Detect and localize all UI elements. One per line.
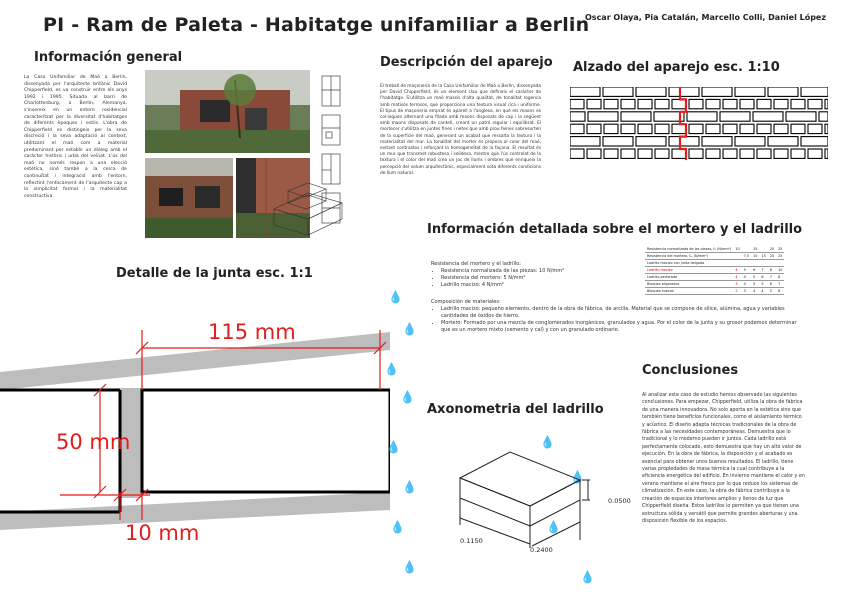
table-cell: 5 (742, 267, 751, 274)
drop-icon: 💧 (402, 480, 417, 494)
page-title: PI - Ram de Paleta - Habitatge unifamiliar a Berlin (43, 14, 590, 36)
brick (689, 149, 703, 158)
table-cell: 25 (778, 254, 783, 258)
brick (604, 99, 618, 108)
brick (735, 137, 765, 146)
brick-elevation (570, 87, 828, 160)
brick (774, 149, 788, 158)
brick (825, 99, 828, 108)
brick (808, 124, 822, 133)
brick (791, 149, 805, 158)
dimension-0500: 0.0500 (608, 497, 631, 505)
brick (687, 112, 717, 121)
brick (636, 87, 666, 96)
mortero-resistance (431, 261, 631, 289)
table-cell: 20 (769, 254, 775, 258)
table-cell: Bloques aligerados (645, 281, 733, 288)
house-photo-1 (145, 70, 310, 153)
drop-icon: 💧 (546, 520, 561, 534)
brick (757, 149, 771, 158)
drop-icon: 💧 (540, 435, 555, 449)
resist-item: • Resistencia del mortero: 5 N/mm² (441, 275, 631, 282)
drop-icon: 💧 (580, 570, 595, 584)
brick (740, 99, 754, 108)
brick (621, 124, 635, 133)
section-title-axono: Axonometria del ladrillo (427, 402, 604, 417)
brick (570, 112, 585, 121)
brick (621, 99, 635, 108)
brick (774, 124, 788, 133)
table-cell: 7,5 (743, 254, 750, 258)
table-cell: 5 (751, 274, 759, 281)
table-cell (742, 260, 751, 267)
general-text: La Casa Unifamiliar de Maó a Berlín, dissenyada per l'arquitecte britànic David Chipperfield, es va construir entre els anys 1992 i 1995. Situada al barri de Charlottenburg, a Berlín, Alemanya, s'insereix en un entorn residencial caracteritzat per la diversitat d'habitatges de diferents èpoques i estils. L'obra de Chipperfield es distingeix per la seva discreció i la seva adaptació al context, utilitzant el maó com a material predominant per establir un diàleg amb el caràcter històric i urbà del veïnat. L'ús del maó no només respon a una elecció estètica, sinó també a la cerca de continuïtat i integració amb l'entorn, reflectint l'enfocament de l'arquitecte cap a la simplicitat formal i la materialitat constructiva. (24, 75, 127, 199)
brick (672, 124, 686, 133)
table-cell: 7 (768, 274, 776, 281)
brick (791, 124, 805, 133)
table-cell (733, 253, 741, 260)
table-cell: 6 (759, 274, 767, 281)
brick (587, 124, 601, 133)
table-row (645, 281, 784, 288)
table-cell: 5 (751, 281, 759, 288)
drop-icon: 💧 (402, 560, 417, 574)
table-cell: 4 (751, 288, 759, 295)
table-cell: 15 (753, 247, 758, 251)
aparejo-text: El treball de maçoneria de la Casa Unifamiliar de Maó a Berlín, dissenyada per David Chipperfield, és un element clau que defineix el caràcter de l'habitatge. S'utilitza un maó massís d'alta qualitat, de tonalitat rogenca amb matisos terrosos, que proporciona una textura visual rica i uniforme. El tipus de maçoneria emprat és aparell a l'anglesa, en què els maons es col·loquen alternant una filada amb maons disposats de cap i la següent amb maons disposats de cantell, creant un patró regular i equilibrat. El mortecer s'utilitza en juntes fines i netes que amb prou feines sobresurten de la superfície del maó, generant un acabat que ressalta la textura i la materialitat del mur. La tonalitat del morter és propera al color del maó, evitant contrastos i reforçant la homogeneïtat de la façana. El resultat és un mur que transmet robustesa i solidesa, mentre que l'ús controlat de la textura i el color del maó crea un joc de llums i ombres que enriqueix la percepció del volum arquitectònic, especialment sota diferents condicions de llum natural. (380, 84, 541, 176)
brick (638, 124, 652, 133)
drop-icon: 💧 (386, 440, 401, 454)
table-cell: 4 (733, 267, 741, 274)
drop-icon: 💧 (384, 362, 399, 376)
brick (706, 124, 720, 133)
mortero-composition (431, 299, 801, 334)
brick (689, 124, 703, 133)
table-row (645, 288, 784, 295)
table-cell: 4 (742, 274, 751, 281)
table-cell: 2 (733, 288, 741, 295)
section-title-junta: Detalle de la junta esc. 1:1 (116, 266, 313, 281)
authors: Oscar Olaya, Pia Catalán, Marcello Colli, Daniel López (585, 13, 826, 22)
table-cell: 8 (776, 274, 784, 281)
drop-icon: 💧 (400, 390, 415, 404)
comp-heading: Composición de materiales: (431, 299, 501, 305)
brick (808, 149, 822, 158)
section-title-aparejo: Descripción del aparejo (380, 55, 553, 70)
section-title-alzado: Alzado del aparejo esc. 1:10 (573, 60, 780, 75)
brick (801, 137, 828, 146)
table-cell: Resistencia normalizada de las piezas, f₀ (N/mm²) (647, 247, 732, 251)
brick (723, 99, 737, 108)
section-title-conclusiones: Conclusiones (642, 363, 739, 378)
brick (801, 87, 828, 96)
table-cell: 7 (759, 267, 767, 274)
brick (774, 99, 788, 108)
brick (768, 137, 798, 146)
table-cell: 10 (753, 254, 758, 258)
table-cell: 10 (778, 268, 783, 272)
brick (723, 149, 737, 158)
table-cell: 3 (742, 288, 751, 295)
table-cell: Ladrillo perforado (645, 274, 733, 281)
table-cell: 4 (742, 281, 751, 288)
brick (636, 137, 666, 146)
drop-icon: 💧 (402, 322, 417, 336)
table-cell: 3 (733, 281, 741, 288)
brick (638, 149, 652, 158)
brick (825, 124, 828, 133)
brick (768, 87, 798, 96)
brick (587, 99, 601, 108)
mortar-band-top (0, 332, 390, 390)
table-cell: 8 (768, 267, 776, 274)
dimension-115: 115 mm (208, 320, 296, 344)
table-cell: 10 (735, 247, 740, 251)
comp-item: • Ladrillo macizo: pequeño elemento, dentro de la obra de fábrica, de arcilla. Material que se compone de sílice, alúmina, agua y variables cantidades de óxidos de hierro. (441, 306, 801, 320)
table-cell (776, 260, 784, 267)
brick (819, 112, 828, 121)
dimension-50: 50 mm (56, 430, 131, 454)
resist-item: • Resistencia normalizada de las piezas: 10 N/mm² (441, 268, 631, 275)
brick (570, 124, 584, 133)
table-row (645, 260, 784, 267)
brick (604, 124, 618, 133)
table-cell: 7 (776, 281, 784, 288)
table-cell: Bloques huecos (645, 288, 733, 295)
brick (570, 149, 584, 158)
drop-icon: 💧 (390, 520, 405, 534)
brick (825, 149, 828, 158)
dimension-1150: 0.1150 (460, 537, 483, 545)
brick (720, 112, 750, 121)
table-cell: 5 (759, 281, 767, 288)
brick (808, 99, 822, 108)
comp-item: • Mortero: Formado por una mezcla de conglomerados inorgánicos, granulados y agua. Por el color de la junta y su grosor podemos determinar que es un mortero mixto (cemento y cal) y con un granulado ordinario. (441, 320, 801, 334)
brick (740, 149, 754, 158)
table-cell: 15 (761, 254, 766, 258)
brick (621, 112, 651, 121)
dimension-10: 10 mm (125, 521, 200, 545)
brick (757, 99, 771, 108)
brick (570, 99, 584, 108)
drop-icon: 💧 (388, 290, 403, 304)
table-cell (751, 260, 759, 267)
brick (603, 137, 633, 146)
brick (753, 112, 783, 121)
brick (588, 112, 618, 121)
brick (669, 137, 699, 146)
brick (655, 124, 669, 133)
brick (672, 99, 686, 108)
brick (689, 99, 703, 108)
table-cell: Resistencia del mortero, fₘ (N/mm²) (645, 253, 733, 260)
table-row (645, 253, 784, 260)
brick (570, 137, 600, 146)
table-cell: 6 (751, 267, 759, 274)
table-row (645, 267, 784, 274)
brick (672, 149, 686, 158)
table-cell: Ladrillo macizo con junta delgada (645, 260, 733, 267)
brick (706, 149, 720, 158)
table-cell: 20 (769, 247, 775, 251)
brick (735, 87, 765, 96)
axonometric-sketch (268, 173, 348, 239)
brick (621, 149, 635, 158)
brick (786, 112, 816, 121)
mortar-table (645, 246, 784, 295)
table-cell: 6 (776, 288, 784, 295)
section-title-general: Información general (34, 50, 183, 65)
table-cell: 5 (768, 288, 776, 295)
brick (669, 87, 699, 96)
brick (655, 99, 669, 108)
red-joint-highlight (680, 87, 686, 160)
house-photo-2 (145, 158, 233, 238)
table-cell: 4 (733, 274, 741, 281)
brick (757, 124, 771, 133)
table-cell (768, 260, 776, 267)
brick (603, 87, 633, 96)
resist-heading: Resistencia del mortero y el ladrillo: (431, 261, 521, 267)
brick (723, 124, 737, 133)
drop-icon: 💧 (570, 470, 585, 484)
table-cell (733, 260, 741, 267)
brick (740, 124, 754, 133)
brick (702, 87, 732, 96)
table-cell: 25 (778, 247, 783, 251)
brick (791, 99, 805, 108)
dimension-2400: 0.2400 (530, 546, 553, 554)
table-cell: 4 (759, 288, 767, 295)
table-row (645, 274, 784, 281)
table-cell (759, 260, 767, 267)
brick (702, 137, 732, 146)
table-cell: Ladrillo macizo (645, 267, 733, 274)
section-title-mortero: Información detallada sobre el mortero y el ladrillo (427, 222, 803, 237)
brick (587, 149, 601, 158)
conclusiones-text: Al analizar este caso de estudio hemos observado las siguientes conclusiones. Para empezar, Chipperfield, utiliza la obra de fábrica de una manera innovadora. No solo aporta en la estética sino que también tiene beneficios funcionales, como el aislamiento térmico y acústico. El diseño adapta técnicas tradicionales de la obra de fábrica a las necesidades contemporáneas. Demuestra que lo tradicional y lo moderno pueden ir juntos. Cada ladrillo está perfectamente colocado, esto demuestra que hay un alto valor de ejecución. En la obra de fábrica, la disposición y el acabado es esencial para obtener unos buenos resultados. El ladrillo, tiene varias propiedades de masa térmica la cual contribuye a la eficiencia energética del edificio. En invierno mantiene el calor y en verano mantiene el aire fresco por lo que reduce los sistemas de climatización. En este caso, la obra de fábrica contribuye a la creación de espacios interiores amplios y llenos de luz que Chipperfield diseña. Estos ladrillos lo permiten ya que tienen una estructura sólida y versátil que permite grandes aberturas y una disposición flexible de los espacios. (642, 393, 805, 524)
brick (638, 99, 652, 108)
brick-outline (142, 390, 390, 492)
brick (655, 149, 669, 158)
brick (706, 99, 720, 108)
brick (604, 149, 618, 158)
brick (570, 87, 600, 96)
table-cell: 6 (768, 281, 776, 288)
resist-item: • Ladrillo macizo: 4 N/mm² (441, 282, 631, 289)
